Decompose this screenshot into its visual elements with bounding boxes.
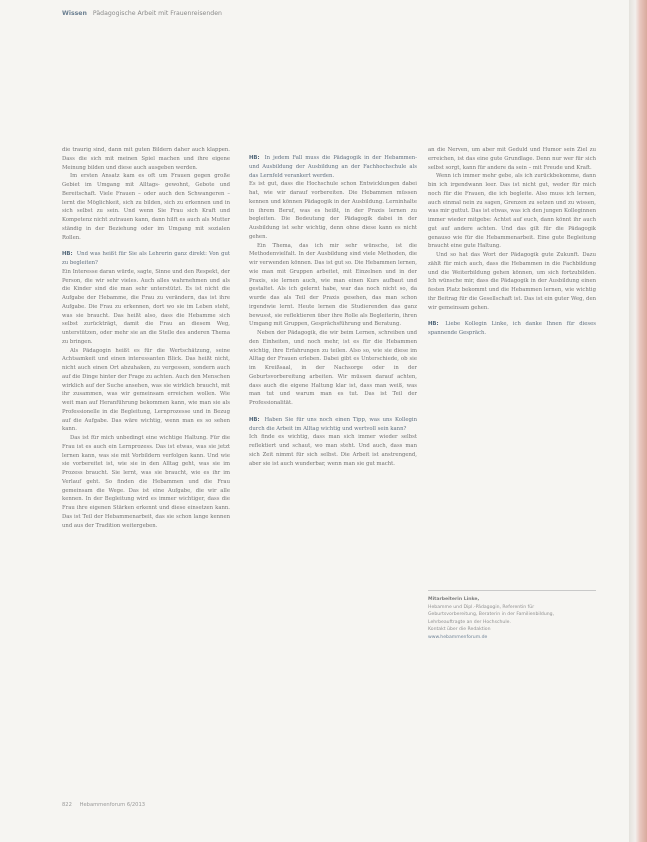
body-paragraph: Wenn ich immer mehr gebe, als ich zurückbekomme, dann bin ich irgendwann leer. Das ist nicht gut, weder für mich noch für die Frauen, die ich begleite. Also muss ich lernen, auch einmal nein zu sagen, Grenzen zu setzen und zu wissen, was mir guttut. Das ist etwas, was ich den jungen Kolleginnen immer wieder mitgebe: Achtet auf euch, dann könnt ihr auch gut auf andere achten. Und das gilt für die Pädagogik genauso wie für die Hebammenarbeit. Eine gute Begleitung braucht eine gute Haltung. bbox=[428, 173, 596, 250]
author-bio bbox=[428, 596, 598, 642]
text-column-3 bbox=[428, 146, 596, 566]
question-text: In jedem Fall muss die Pädagogik in der Hebammen- und Ausbildung der Ausbildung an der Fachhochschule als das Lernfeld verankert werden. bbox=[249, 155, 417, 179]
page-edge-strip bbox=[629, 0, 647, 842]
body-paragraph: Im ersten Ansatz kam es oft um Frauen gegen große Gebiet im Umgang mit Alltags- gewohnt, Gebote und Bereitschaft. Viele Frauen – oder auch den Schwangeren – lernt die Möglichkeit, sich zu bilden, sich zu erkennen und in sich selbst zu sein. Und wenn Sie Frau sich Kraft und Kompetenz nicht zutrauen kann, dann hilft es auch als Mutter ständig in der Beziehung oder im Umgang mit sozialen Rollen. bbox=[62, 173, 230, 241]
bio-divider bbox=[428, 590, 596, 591]
body-paragraph: Und so hat das Wort der Pädagogik gute Zukunft. Dazu zählt für mich auch, dass die Hebammen in die Fachbildung und die Weiterbildung gehen können, um sich fortzubilden. Ich wünsche mir, dass die Pädagogik in der Ausbildung einen festen Platz bekommt und die Hebammen lernen, wie wichtig ihr Beitrag für die Gesellschaft ist. Das ist ein guter Weg, den wir gemeinsam gehen. bbox=[428, 252, 596, 311]
header-section: Wissen bbox=[62, 10, 87, 17]
speaker-tag: HB: bbox=[249, 416, 260, 423]
body-paragraph: Ein Thema, das ich mir sehr wünsche, ist die Methodenvielfalt. In der Ausbildung sind viele Methoden, die wir verwenden können. Das ist gut so. Die Hebammen lernen, wie man mit Gruppen arbeitet, mit Einzelnen und in der Praxis, sie lernen auch, wie man einen Kurs aufbaut und gestaltet. Als ich gelernt habe, war das noch nicht so, da wurde das als Teil der Praxis gesehen, das man schon irgendwie lernt. Heute lernen die Studierenden das ganz bewusst, sie reflektieren über ihre Rolle als Begleiterin, ihren Umgang mit Gruppen, Gesprächsführung und Beratung. bbox=[249, 242, 417, 328]
body-paragraph: Neben der Pädagogik, die wir beim Lernen, schreiben und den Einheiten, und noch mehr, ist es für die Hebammen wichtig, ihre Erfahrungen zu teilen. Also so, wie sie diese im Alltag der Frauen erleben. Dabei gibt es Unterschiede, ob sie im Kreißsaal, in der Nachsorge oder in der Geburtsvorbereitung arbeiten. Wir müssen darauf achten, dass auch die eigene Haltung klar ist, dass man weiß, was man tut und warum man es tut. Das ist Teil der Professionalität. bbox=[249, 330, 417, 406]
website-link[interactable]: www.hebammenforum.de bbox=[428, 634, 488, 640]
bio-line: Lehrbeauftragte an der Hochschule. bbox=[428, 619, 511, 625]
text-column-2 bbox=[249, 146, 417, 826]
speaker-tag: HB: bbox=[428, 321, 439, 328]
interview-question bbox=[428, 320, 596, 338]
bio-line: Hebamme und Dipl.-Pädagogin, Referentin für bbox=[428, 604, 535, 610]
page-footer bbox=[62, 802, 145, 808]
body-paragraph: Als Pädagogin heißt es für die Wertschätzung, seine Achtsamkeit und einen interessanten Blick. Das heißt nicht, nicht auch einen Ort abzuhaken, zu vergessen, sondern auch auf die Dinge hinter der Frage zu achten. Auch den Menschen wirklich auf der Suche ansehen, was sie wirklich braucht, mit ihr zusammen, was wir gemeinsam erreichen wollen. Wie weit man auf Heranführung bekommen kann, wie man sie als Professionelle in die Begleitung, Lernprozesse und in Bezug auf die Aufgabe. Das wäre wichtig, wenn man es so sehen kann. bbox=[62, 347, 230, 433]
author-name: Mitarbeiterin Linke, bbox=[428, 597, 480, 602]
text-column-1 bbox=[62, 146, 230, 826]
body-paragraph: Es ist gut, dass die Hochschule schon Entwicklungen dabei hat, wie wir darauf vorbereiten. Die Hebammen müssen kennen und können Pädagogik in der Ausbildung. Lerninhalte in ihrem Beruf, was es heißt, in der Praxis lernen zu begleiten. Die Bedeutung der Pädagogik dabei in der Ausbildung ist sehr wichtig, denn ohne diese kann es nicht gehen. bbox=[249, 181, 417, 240]
bio-line: Kontakt über die Redaktion bbox=[428, 627, 491, 633]
body-paragraph: Ich finde es wichtig, dass man sich immer wieder selbst reflektiert und schaut, wo man steht. Und auch, dass man sich Zeit nimmt für sich selbst. Die Arbeit ist anstrengend, aber sie ist auch wunderbar, wenn man sie gut macht. bbox=[249, 434, 417, 467]
speaker-tag: HB: bbox=[62, 251, 73, 258]
interview-question bbox=[62, 250, 230, 268]
speaker-tag: HB: bbox=[249, 155, 260, 161]
bio-line: Geburtsvorbereitung, Beraterin in der Familienbildung, bbox=[428, 612, 555, 618]
header-subtitle: Pädagogische Arbeit mit Frauenreisenden bbox=[92, 10, 222, 17]
running-header bbox=[62, 10, 222, 24]
interview-question bbox=[249, 416, 417, 434]
body-paragraph: Das ist für mich unbedingt eine wichtige Haltung. Für die Frau ist es auch ein Lernprozess. Das ist etwas, was sie jetzt lernen kann, was sie mit Vorbildern verfolgen kann. Und wie sie vorbereitet ist, wie sie in den Alltag geht, was sie im Prozess braucht. Sie lernt, was sie braucht, wie es ihr im Verlauf geht. So finden die Hebammen und die Frau gemeinsam die Wege. Das ist eine Aufgabe, die wir alle kennen. In der Begleitung wird es immer wichtiger, dass die Frau ihre eigenen Stärken erkennt und diese einsetzen kann. Das ist Teil der Hebammenarbeit, das sie schon lange kennen und aus der Tradition weitergeben. bbox=[62, 435, 230, 529]
interview-question bbox=[249, 154, 417, 180]
question-text: Haben Sie für uns noch einen Tipp, was uns Kollegin durch die Arbeit im Alltag wichtig und wertvoll sein kann? bbox=[249, 416, 417, 432]
question-text: Liebe Kollegin Linke, ich danke Ihnen für dieses spannende Gespräch. bbox=[428, 321, 596, 336]
body-paragraph: Ein Interesse daran würde, sagte, Sinne und den Respekt, der Person, die wir sehr vieles. Auch alles wahrnehmen und als die Kinder sind die man sehr unterstützt. Es ist nicht die Aufgabe der Hebamme, die Frau zu verändern, das ist ihre Aufgabe. Die Frau zu erkennen, dort wo sie im Leben steht, was sie braucht. Das heißt also, dass die Hebamme sich selbst zurückträgt, damit die Frau an diesem Weg, unterstützen, oder mehr sie an die Stelle des anderen Thema zu bringen. bbox=[62, 268, 230, 345]
body-paragraph: die traurig sind, dann mit guten Bildern daher auch klappen. Dass die sich mit meinen Spiel machen und ihre eigene Meinung bilden und diese auch ausgeben werden. bbox=[62, 147, 230, 171]
page-number: 822 bbox=[62, 802, 72, 808]
journal-name: Hebammenforum 6/2013 bbox=[79, 802, 146, 808]
question-text: Und was heißt für Sie als Lehrerin ganz direkt: Von gut zu begleiten? bbox=[62, 251, 230, 266]
body-paragraph: an die Nerven, um aber mit Geduld und Humor sein Ziel zu erreichen, ist das eine gute Grundlage. Denn nur wer für sich selbst sorgt, kann für andere da sein – mit Freude und Kraft. bbox=[428, 147, 596, 171]
